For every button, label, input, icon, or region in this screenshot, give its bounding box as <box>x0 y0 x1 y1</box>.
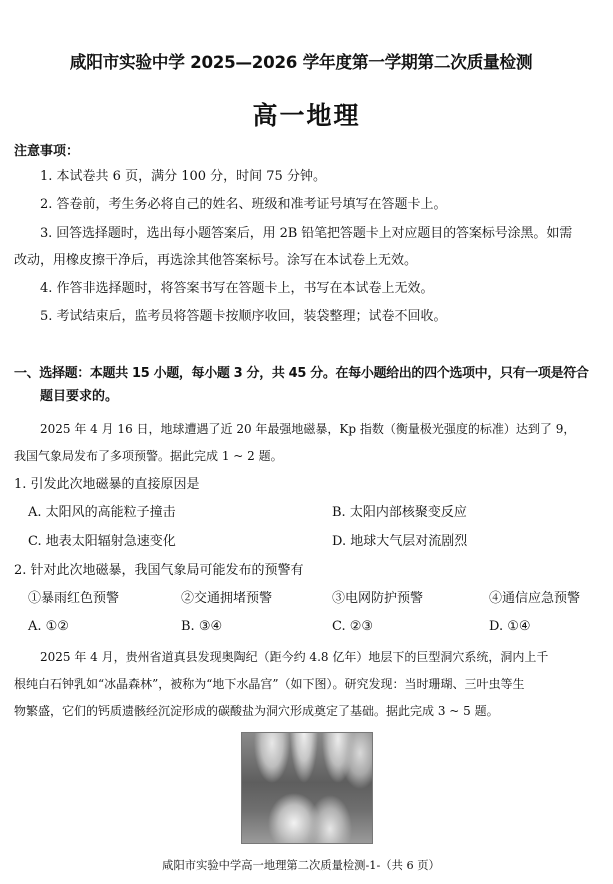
question-2-option-c: C. ②③ <box>332 619 374 634</box>
section-heading-cont: 题目要求的。 <box>40 389 119 404</box>
question-2-item-2: ②交通拥堵预警 <box>181 591 273 606</box>
question-1-option-a: A. 太阳风的高能粒子撞击 <box>28 505 176 520</box>
material-2-line-1: 2025 年 4 月，贵州省道真县发现奥陶纪（距今约 4.8 亿年）地层下的巨型洞穴系统，洞内上千 <box>40 650 549 664</box>
question-1-stem: 1. 引发此次地磁暴的直接原因是 <box>14 477 200 492</box>
question-2-option-d: D. ①④ <box>489 619 531 634</box>
question-2-option-b: B. ③④ <box>181 619 223 634</box>
question-2-item-3: ③电网防护预警 <box>332 591 424 606</box>
question-2-item-4: ④通信应急预警 <box>489 591 581 606</box>
question-2-option-a: A. ①② <box>28 619 69 634</box>
notice-item-2: 2. 答卷前，考生务必将自己的姓名、班级和准考证号填写在答题卡上。 <box>40 197 447 212</box>
question-1-option-b: B. 太阳内部核聚变反应 <box>332 505 467 520</box>
question-1-option-d: D. 地球大气层对流剧烈 <box>332 534 468 549</box>
notice-item-5: 5. 考试结束后，监考员将答题卡按顺序收回，装袋整理；试卷不回收。 <box>40 309 447 324</box>
question-2-item-1: ①暴雨红色预警 <box>28 591 120 606</box>
notice-title: 注意事项： <box>14 144 80 159</box>
notice-item-4: 4. 作答非选择题时，将答案书写在答题卡上，书写在本试卷上无效。 <box>40 281 434 296</box>
page-footer: 咸阳市实验中学高一地理第二次质量检测-1-（共 6 页） <box>162 858 440 872</box>
material-1-line-1: 2025 年 4 月 16 日，地球遭遇了近 20 年最强地磁暴，Kp 指数（衡量极光强度的标准）达到了 9， <box>40 422 576 436</box>
exam-title: 咸阳市实验中学 2025—2026 学年度第一学期第二次质量检测 <box>69 53 533 73</box>
material-2-line-3: 物繁盛，它们的钙质遗骸经沉淀形成的碳酸盐为洞穴形成奠定了基础。据此完成 3 ~ 5 题。 <box>14 704 499 718</box>
material-2-line-2: 根纯白石钟乳如“冰晶森林”，被称为“地下水晶宫”（如下图）。研究发现：当时珊瑚、三叶虫等生 <box>14 677 525 691</box>
material-1-line-2: 我国气象局发布了多项预警。据此完成 1 ~ 2 题。 <box>14 449 283 463</box>
section-heading: 一、选择题：本题共 15 小题，每小题 3 分，共 45 分。在每小题给出的四个选项中，只有一项是符合 <box>14 366 589 381</box>
question-2-stem: 2. 针对此次地磁暴，我国气象局可能发布的预警有 <box>14 563 304 578</box>
subject-title: 高一地理 <box>252 101 361 130</box>
notice-item-3-cont: 改动，用橡皮擦干净后，再选涂其他答案标号。涂写在本试卷上无效。 <box>14 253 418 268</box>
question-1-option-c: C. 地表太阳辐射急速变化 <box>28 534 176 549</box>
notice-item-3: 3. 回答选择题时，选出每小题答案后，用 2B 铅笔把答题卡上对应题目的答案标号涂黑。如需 <box>40 226 573 241</box>
cave-photo <box>241 732 373 844</box>
notice-item-1: 1. 本试卷共 6 页，满分 100 分，时间 75 分钟。 <box>40 169 326 184</box>
